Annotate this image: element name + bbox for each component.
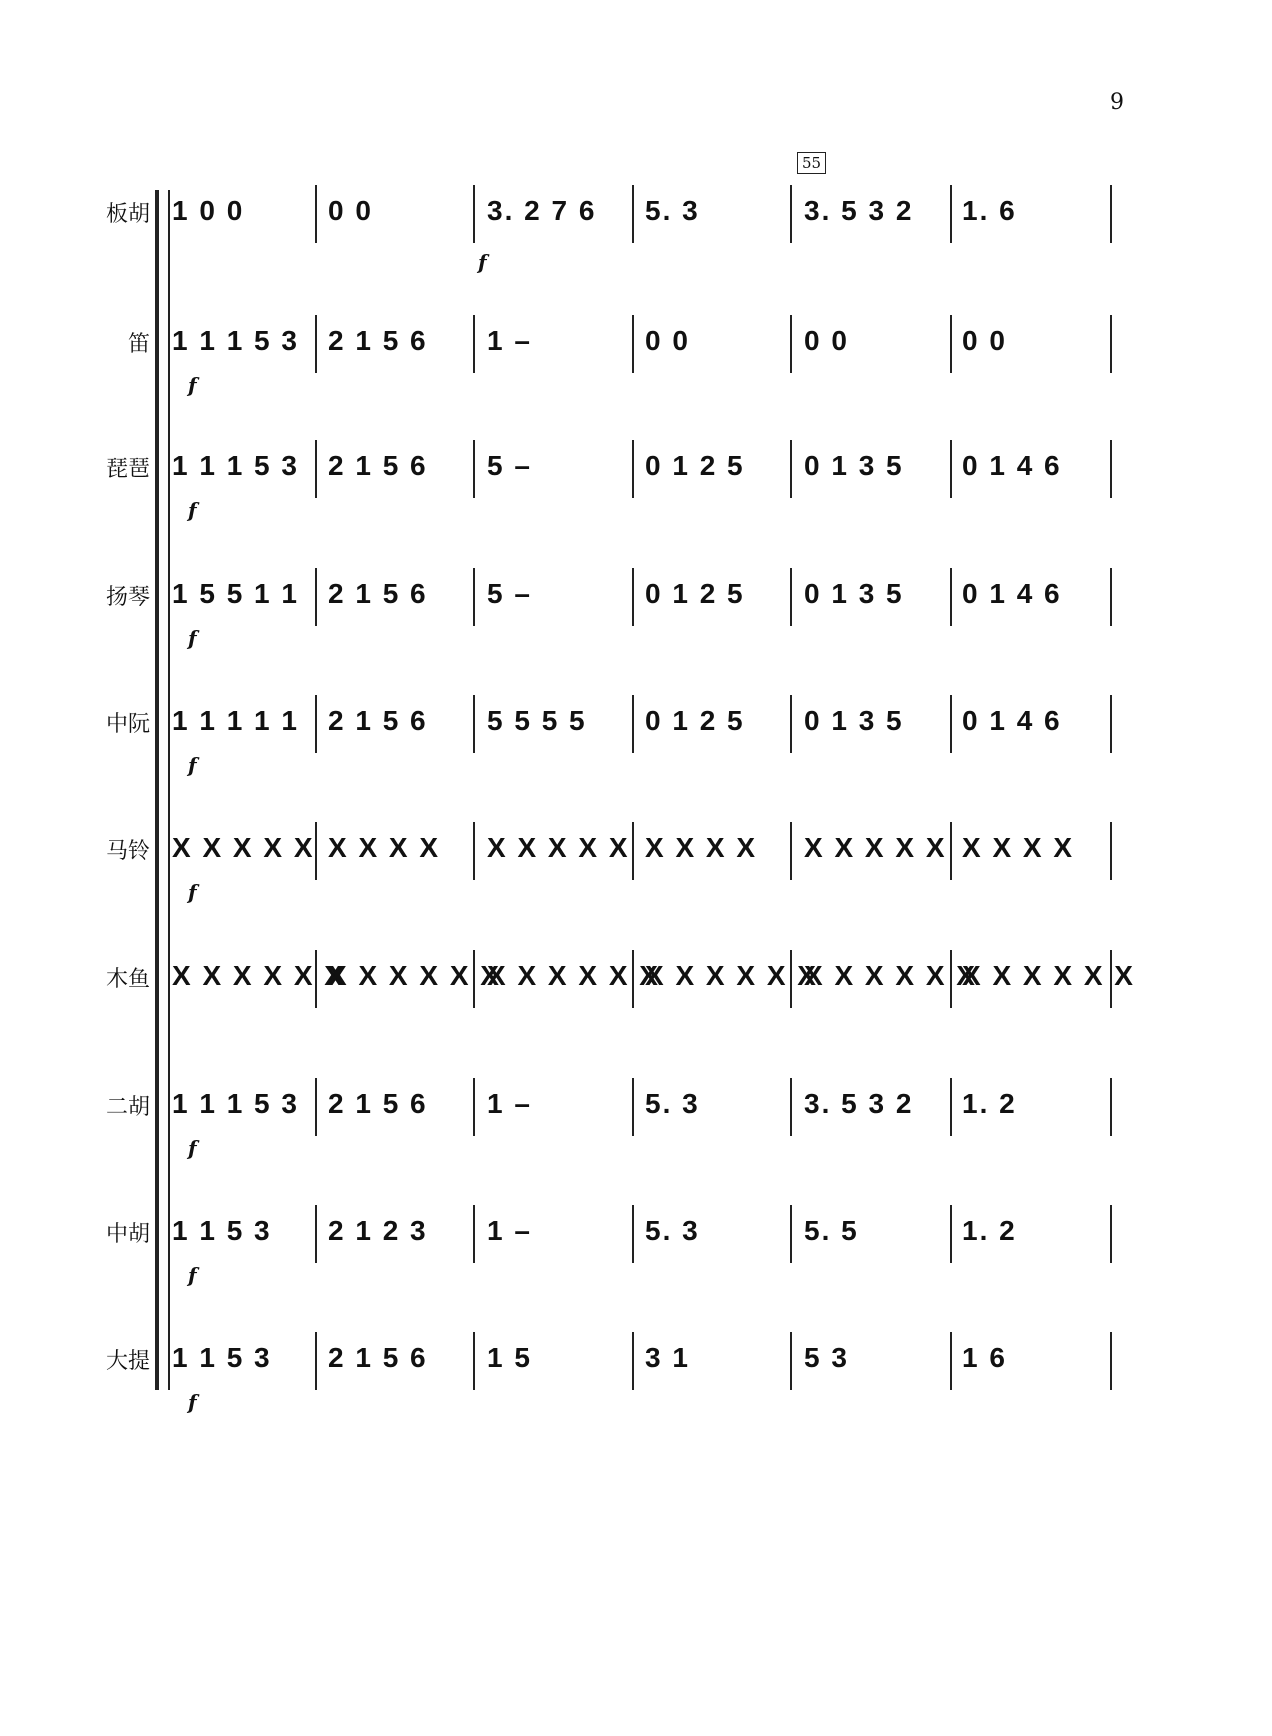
measure-notes: 5. 3 [645,1088,700,1119]
barline [315,1332,317,1390]
measure-notes: 0 0 [962,325,1007,356]
barline [950,185,952,243]
measure-notes: 3. 5 3 2 [804,1088,914,1119]
measure-notes: X X X X X X [172,960,345,991]
measure-notes: X X X X [962,832,1075,863]
staff-row [0,1205,1272,1287]
barline [950,440,952,498]
measure-notes: 1 1 1 5 3 [172,450,299,481]
barline [632,315,634,373]
measure-notes: 2 1 5 6 [328,1342,428,1373]
measure-notes: 2 1 5 6 [328,705,428,736]
measure-notes: 1 – [487,325,532,356]
instrument-name: 中阮 [105,712,150,737]
measure-notes: 1 1 5 3 [172,1342,272,1373]
barline [473,1078,475,1136]
measure-notes: 1. 2 [962,1088,1017,1119]
barline [315,1205,317,1263]
measure-notes: 1. 2 [962,1215,1017,1246]
measure-notes: 0 0 [645,325,690,356]
barline [950,822,952,880]
barline [790,1078,792,1136]
instrument-name: 笛 [127,332,150,357]
measure-notes: 1 1 5 3 [172,1215,272,1246]
barline [632,185,634,243]
measure-notes: 1 1 1 5 3 [172,1088,299,1119]
instrument-name: 木鱼 [105,967,150,992]
measure-notes: 0 1 4 6 [962,705,1062,736]
measure-notes: X X X X X [487,832,630,863]
barline [473,822,475,880]
dynamic-mark: f [188,753,197,777]
measure-notes: 5 5 5 5 [487,705,587,736]
staff-row [0,1078,1272,1160]
measure-notes: 1 6 [962,1342,1007,1373]
measure-notes: X X X X X [172,832,315,863]
instrument-name: 扬琴 [105,585,150,610]
staff-row [0,950,1272,1020]
dynamic-mark: f [188,498,197,522]
instrument-name: 中胡 [105,1222,150,1247]
barline [1110,1205,1112,1263]
dynamic-mark: f [188,1263,197,1287]
measure-notes: X X X X X [804,832,947,863]
barline [315,440,317,498]
measure-notes: 2 1 5 6 [328,450,428,481]
barline [790,185,792,243]
barline [315,568,317,626]
barline [790,1205,792,1263]
barline [473,315,475,373]
measure-notes: 5 – [487,578,532,609]
measure-notes: 5. 3 [645,1215,700,1246]
barline [473,1205,475,1263]
barline [632,695,634,753]
measure-notes: X X X X X X [645,960,818,991]
measure-notes: 1. 6 [962,195,1017,226]
measure-notes: X X X X [645,832,758,863]
measure-notes: 0 1 2 5 [645,705,745,736]
measure-notes: 0 1 3 5 [804,578,904,609]
instrument-name: 大提 [105,1349,150,1374]
barline [950,695,952,753]
dynamic-mark: f [188,626,197,650]
barline [632,1078,634,1136]
measure-notes: 5 – [487,450,532,481]
barline [790,822,792,880]
measure-notes: 0 0 [328,195,373,226]
barline [1110,315,1112,373]
staff-row [0,695,1272,777]
measure-notes: X X X X X X [328,960,501,991]
measure-notes: 3. 2 7 6 [487,195,597,226]
barline [950,315,952,373]
barline [473,695,475,753]
measure-notes: 0 1 3 5 [804,450,904,481]
barline [632,1205,634,1263]
measure-notes: 0 1 4 6 [962,450,1062,481]
instrument-name: 二胡 [105,1095,150,1120]
measure-notes: 1 1 1 5 3 [172,325,299,356]
dynamic-mark: f [188,1390,197,1414]
measure-notes: 1 1 1 1 1 [172,705,299,736]
barline [790,695,792,753]
measure-notes: 1 – [487,1215,532,1246]
barline [632,1332,634,1390]
instrument-name: 板胡 [105,202,150,227]
barline [950,1205,952,1263]
barline [315,822,317,880]
barline [315,315,317,373]
measure-notes: X X X X X X [804,960,977,991]
measure-notes: 1 – [487,1088,532,1119]
measure-notes: 3 1 [645,1342,690,1373]
measure-notes: X X X X [328,832,441,863]
measure-notes: 3. 5 3 2 [804,195,914,226]
barline [950,1078,952,1136]
staff-row [0,315,1272,397]
measure-notes: 0 1 2 5 [645,450,745,481]
staff-row [0,185,1272,255]
measure-notes: 0 0 [804,325,849,356]
staff-row [0,568,1272,650]
barline [790,568,792,626]
measure-notes: X X X X X X [487,960,660,991]
barline [632,440,634,498]
instrument-name: 琵琶 [105,457,150,482]
measure-notes: 0 1 3 5 [804,705,904,736]
barline [1110,440,1112,498]
measure-notes: 5. 3 [645,195,700,226]
measure-notes: 1 5 5 1 1 [172,578,299,609]
barline [1110,1332,1112,1390]
barline [632,568,634,626]
dynamic-mark: f [478,250,487,274]
barline [950,1332,952,1390]
measure-notes: 0 1 4 6 [962,578,1062,609]
measure-notes: 2 1 5 6 [328,1088,428,1119]
barline [632,822,634,880]
dynamic-mark: f [188,1136,197,1160]
measure-notes: 2 1 5 6 [328,325,428,356]
measure-notes: 1 5 [487,1342,532,1373]
barline [473,440,475,498]
barline [1110,822,1112,880]
instrument-name: 马铃 [105,839,150,864]
barline [950,568,952,626]
barline [1110,695,1112,753]
barline [315,185,317,243]
barline [473,185,475,243]
barline [790,315,792,373]
barline [790,440,792,498]
barline [790,1332,792,1390]
page-number: 9 [1110,90,1124,115]
dynamic-mark: f [188,880,197,904]
measure-notes: X X X X X X [962,960,1135,991]
barline [1110,568,1112,626]
measure-notes: 2 1 5 6 [328,578,428,609]
barline [473,1332,475,1390]
barline [1110,1078,1112,1136]
staff-row [0,1332,1272,1414]
barline [315,695,317,753]
staff-row [0,440,1272,522]
measure-notes: 5 3 [804,1342,849,1373]
staff-row [0,822,1272,904]
barline [473,568,475,626]
measure-notes: 1 0 0 [172,195,245,226]
measure-notes: 5. 5 [804,1215,859,1246]
rehearsal-mark: 55 [797,152,826,174]
measure-notes: 0 1 2 5 [645,578,745,609]
dynamic-mark: f [188,373,197,397]
barline [315,1078,317,1136]
barline [1110,185,1112,243]
measure-notes: 2 1 2 3 [328,1215,428,1246]
